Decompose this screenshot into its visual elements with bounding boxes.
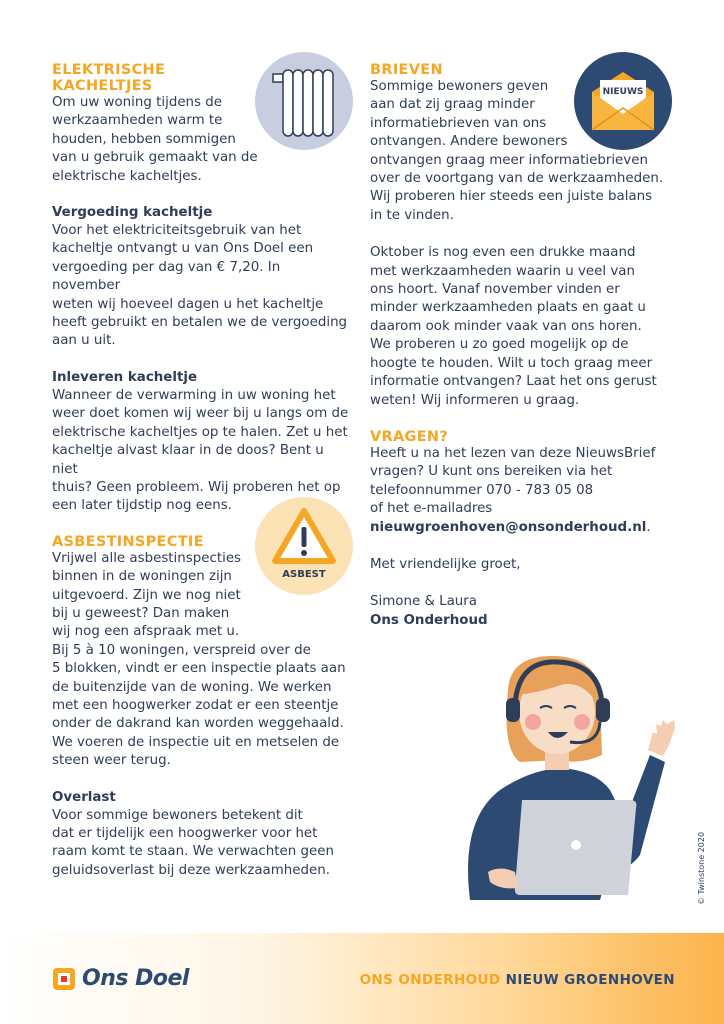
asbest-text: Vrijwel alle asbestinspecties binnen in de woningen zijn uitgevoerd. Zijn we nog niet bij u geweest? Dan maken wij nog een afspraak met u. Bij 5 à 10 woningen, verspreid over de 5 blokken, vindt er een inspectie plaats aan de buitenzijde van de woning. We werken met een hoogwerker zodat er een steentje onder de dakrand kan worden weggehaald. We voeren de inspectie uit en metselen de steen weer terug.: [52, 550, 346, 769]
envelope-news-icon: [574, 52, 672, 150]
email-link[interactable]: nieuwgroenhoven@onsonderhoud.nl: [370, 519, 647, 535]
email-suffix: .: [646, 519, 651, 535]
radiator-icon: [255, 52, 353, 150]
section-title-kacheltjes: ELEKTRISCHE KACHELTJES: [52, 62, 166, 94]
inleveren-text: Wanneer de verwarming in uw woning het weer doet komen wij weer bij u langs om de elektrische kacheltjes op te halen. Zet u het kacheltje alvast klaar in de doos? Bent u niet thuis? Geen probleem. Wij proberen het op een later tijdstip nog eens.: [52, 387, 349, 514]
signature-org: Ons Onderhoud: [370, 612, 488, 628]
footer-title-part2: NIEUW GROENHOVEN: [505, 972, 675, 988]
brieven-text: Sommige bewoners geven aan dat zij graag minder informatiebrieven van ons ontvangen. Andere bewoners ontvangen graag meer informatiebrieven over de voortgang van de werkzaamheden. Wij proberen hier steeds een juiste balans in te vinden.: [370, 79, 664, 223]
warning-triangle-icon: [255, 497, 353, 595]
footer-title-part1: ONS ONDERHOUD: [359, 972, 501, 988]
section-title-asbest: ASBESTINSPECTIE: [52, 533, 204, 550]
signature-names: Simone & Laura: [370, 594, 478, 610]
overlast-text: Voor sommige bewoners betekent dit dat er tijdelijk een hoogwerker voor het raam komt te staan. We verwachten geen geluidsoverlast bij deze werkzaamheden.: [52, 807, 334, 878]
logo-mark-icon: [52, 967, 76, 991]
kacheltjes-text: Om uw woning tijdens de werkzaamheden warm te houden, hebben sommigen van u gebruik gemaakt van de elektrische kacheltjes.: [52, 95, 258, 184]
left-column: [52, 62, 352, 880]
section-title-vragen: VRAGEN?: [370, 428, 449, 445]
logo-text: Ons Doel: [82, 966, 189, 991]
helpdesk-illustration: [460, 650, 690, 910]
greeting: Met vriendelijke groet,: [370, 556, 521, 572]
asbest-label: ASBEST: [282, 569, 326, 580]
section-title-brieven: BRIEVEN: [370, 62, 443, 78]
vragen-text: Heeft u na het lezen van deze NieuwsBrief vragen? U kunt ons bereiken via het telefoonnummer 070 - 783 05 08 of het e-mailadres: [370, 445, 656, 517]
footer-title: [360, 972, 675, 988]
email-line: [370, 519, 675, 537]
footer: [0, 933, 724, 1024]
copyright-text: © Twinstone 2020: [697, 831, 706, 905]
subtitle-overlast: Overlast: [52, 789, 116, 805]
subtitle-inleveren: Inleveren kacheltje: [52, 369, 198, 385]
oktober-text: Oktober is nog even een drukke maand met werkzaamheden waarin u veel van ons hoort. Vanaf november vinden er minder werkzaamheden plaats en gaat u daarom ook minder vaak van ons horen. We proberen u zo goed mogelijk op de hoogte te houden. Wilt u toch graag meer informatie ontvangen? Laat het ons gerust weten! Wij informeren u graag.: [370, 245, 657, 408]
subtitle-vergoeding: Vergoeding kacheltje: [52, 205, 213, 221]
vergoeding-text: Voor het elektriciteitsgebruik van het kacheltje ontvangt u van Ons Doel een vergoeding per dag van € 7,20. In november weten wij hoeveel dagen u het kacheltje heeft gebruikt en betalen we de vergoeding aan u uit.: [52, 223, 348, 349]
ons-doel-logo[interactable]: [52, 966, 189, 991]
news-label: NIEUWS: [602, 87, 644, 97]
